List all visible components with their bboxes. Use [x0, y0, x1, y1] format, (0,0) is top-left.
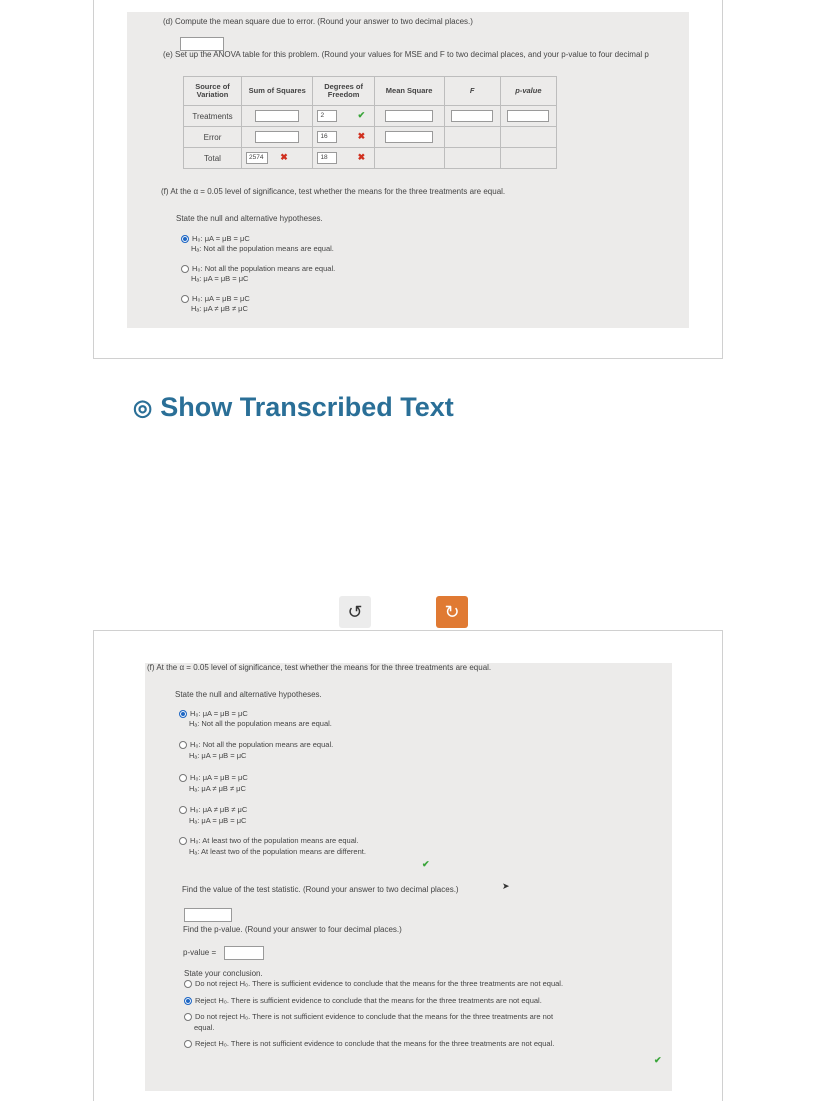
ss-total-field[interactable]: 2574: [246, 152, 268, 164]
f-field[interactable]: [451, 110, 493, 122]
ha-text: Hₐ: μA = μB = μC: [189, 816, 247, 825]
header-ss: Sum of Squares: [242, 77, 313, 106]
ss-error-field[interactable]: [255, 131, 299, 143]
conclusion-text: Do not reject H₀. There is sufficient evidence to conclude that the means for the three treatments are not equal.: [195, 979, 564, 988]
hypothesis-option[interactable]: [179, 773, 248, 783]
radio-selected[interactable]: [181, 235, 189, 243]
conclusion-label: State your conclusion.: [184, 969, 263, 978]
row-source: Treatments: [184, 106, 242, 127]
ms-treatments-field[interactable]: [385, 110, 433, 122]
incorrect-x-icon: ✖: [357, 152, 366, 163]
incorrect-x-icon: ✖: [357, 131, 366, 142]
question-f-prompt: (f) At the α = 0.05 level of significance, test whether the means for the three treatments are equal.: [147, 663, 492, 672]
table-row: [184, 148, 557, 169]
incorrect-x-icon: ✖: [280, 152, 288, 163]
radio-unselected[interactable]: [179, 741, 187, 749]
header-df: Degrees of Freedom: [313, 77, 374, 106]
conclusion-text: Reject H₀. There is not sufficient evidence to conclude that the means for the three treatments are not equal.: [195, 1039, 555, 1048]
rotate-right-button[interactable]: [436, 596, 468, 628]
correct-check-icon: ✔: [654, 1055, 662, 1065]
test-statistic-field[interactable]: [184, 908, 232, 922]
ha-text: Hₐ: μA ≠ μB ≠ μC: [189, 784, 246, 793]
conclusion-text: Reject H₀. There is sufficient evidence to conclude that the means for the three treatments are not equal.: [195, 996, 542, 1005]
pvalue-field[interactable]: [507, 110, 549, 122]
ha-text: Hₐ: μA ≠ μB ≠ μC: [191, 304, 248, 313]
radio-unselected[interactable]: [179, 774, 187, 782]
h0-text: H₀: Not all the population means are equal.: [190, 740, 334, 749]
cursor-arrow-icon: ➤: [502, 881, 510, 891]
h0-text: H₀: μA = μB = μC: [192, 294, 250, 303]
ha-text: Hₐ: μA = μB = μC: [189, 751, 247, 760]
eye-icon: ◎: [133, 394, 153, 420]
radio-unselected[interactable]: [179, 837, 187, 845]
ha-text: Hₐ: Not all the population means are equal.: [191, 244, 334, 253]
h0-text: H₀: μA = μB = μC: [190, 773, 248, 782]
conclusion-option[interactable]: [184, 1012, 553, 1022]
ss-treatments-field[interactable]: [255, 110, 299, 122]
ha-text: Hₐ: Not all the population means are equal.: [189, 719, 332, 728]
hypothesis-option[interactable]: [179, 805, 247, 815]
conclusion-option[interactable]: [184, 996, 542, 1006]
conclusion-text: Do not reject H₀. There is not sufficient evidence to conclude that the means for the three treatments are not: [195, 1012, 554, 1021]
pvalue-prompt: Find the p-value. (Round your answer to four decimal places.): [183, 925, 402, 934]
hypothesis-option[interactable]: [179, 740, 333, 750]
conclusion-text-cont: equal.: [194, 1023, 215, 1032]
hypotheses-label: State the null and alternative hypotheses.: [175, 690, 322, 699]
pvalue-label: p-value =: [183, 948, 217, 957]
header-pvalue: p-value: [500, 77, 556, 106]
show-transcribed-label: Show Transcribed Text: [160, 392, 454, 422]
top-screenshot-image: [127, 12, 689, 328]
hypothesis-option[interactable]: [179, 836, 359, 846]
df-total-field[interactable]: 18: [317, 152, 337, 164]
table-row: [184, 106, 557, 127]
correct-check-icon: ✔: [422, 859, 430, 869]
hypotheses-label: State the null and alternative hypotheses.: [176, 214, 323, 223]
hypothesis-option[interactable]: [179, 709, 248, 719]
bottom-screenshot-image: [145, 663, 672, 1091]
hypothesis-option[interactable]: [181, 294, 250, 304]
h0-text: H₀: Not all the population means are equal.: [192, 264, 336, 273]
header-f: F: [444, 77, 500, 106]
h0-text: H₀: At least two of the population means are equal.: [190, 836, 359, 845]
radio-unselected[interactable]: [181, 295, 189, 303]
table-row: [184, 127, 557, 148]
show-transcribed-text-link[interactable]: [133, 392, 454, 423]
rotate-left-icon: ↺: [347, 601, 363, 622]
header-ms: Mean Square: [374, 77, 444, 106]
radio-unselected[interactable]: [184, 1013, 192, 1021]
correct-check-icon: ✔: [357, 110, 366, 121]
df-error-field[interactable]: 16: [317, 131, 337, 143]
question-e-prompt: (e) Set up the ANOVA table for this problem. (Round your values for MSE and F to two decimal places, and your p-value to four decimal p: [163, 50, 649, 59]
hypothesis-option[interactable]: [181, 234, 250, 244]
row-source: Total: [184, 148, 242, 169]
question-f-prompt: (f) At the α = 0.05 level of significance, test whether the means for the three treatments are equal.: [161, 187, 506, 196]
row-source: Error: [184, 127, 242, 148]
conclusion-option[interactable]: [184, 979, 563, 989]
h0-text: H₀: μA = μB = μC: [190, 709, 248, 718]
header-source: Source of Variation: [184, 77, 242, 106]
radio-unselected[interactable]: [179, 806, 187, 814]
radio-selected[interactable]: [179, 710, 187, 718]
question-d-prompt: (d) Compute the mean square due to error. (Round your answer to two decimal places.): [163, 17, 473, 26]
df-treatments-field[interactable]: 2: [317, 110, 337, 122]
radio-unselected[interactable]: [184, 980, 192, 988]
h0-text: H₀: μA = μB = μC: [192, 234, 250, 243]
hypothesis-option[interactable]: [181, 264, 335, 274]
rotate-right-icon: ↻: [444, 601, 460, 622]
h0-text: H₀: μA ≠ μB ≠ μC: [190, 805, 248, 814]
anova-table: [183, 76, 557, 169]
mse-answer-field[interactable]: [180, 37, 224, 51]
radio-selected[interactable]: [184, 997, 192, 1005]
conclusion-option[interactable]: [184, 1039, 554, 1049]
ha-text: Hₐ: At least two of the population means are different.: [189, 847, 366, 856]
radio-unselected[interactable]: [184, 1040, 192, 1048]
pvalue-field[interactable]: [224, 946, 264, 960]
test-statistic-prompt: Find the value of the test statistic. (Round your answer to two decimal places.): [182, 885, 459, 894]
rotate-left-button[interactable]: [339, 596, 371, 628]
radio-unselected[interactable]: [181, 265, 189, 273]
ms-error-field[interactable]: [385, 131, 433, 143]
ha-text: Hₐ: μA = μB = μC: [191, 274, 249, 283]
